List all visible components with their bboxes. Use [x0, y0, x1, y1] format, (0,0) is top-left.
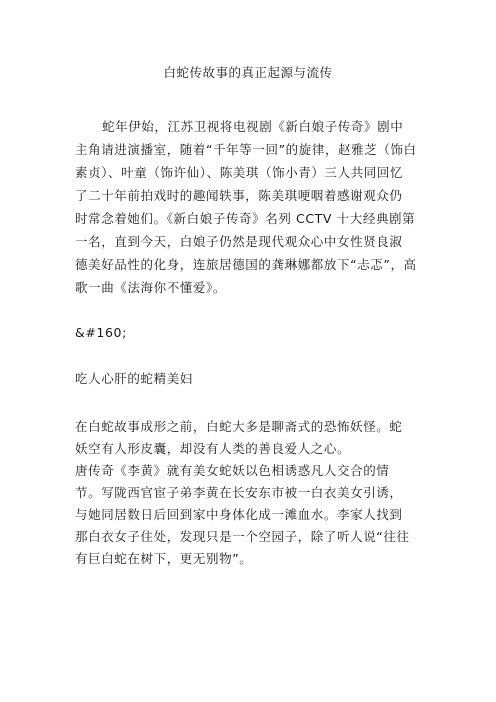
document-title: 白蛇传故事的真正起源与流传 — [163, 65, 333, 80]
paragraph-1-line: 一名，直到今天，白娘子仍然是现代观众心中女性贤良淑 — [75, 234, 403, 249]
paragraph-2-line: 节。写陇西官宦子弟李黄在长安东市被一白衣美女引诱， — [75, 485, 403, 500]
paragraph-1-line: 蛇年伊始，江苏卫视将电视剧《新白娘子传奇》剧中 — [102, 119, 404, 134]
paragraph-2-line: 在白蛇故事成形之前，白蛇大多是聊斋式的恐怖妖怪。蛇 — [75, 419, 403, 434]
paragraph-2-line: 那白衣女子住处，发现只是一个空园子，除了听人说“往往 — [75, 529, 410, 544]
paragraph-1-line: 主角请进演播室，随着“千年等一回”的旋律，赵雅芝（饰白 — [75, 142, 417, 157]
html-entity-text: &#160; — [75, 325, 127, 340]
paragraph-2-line: 唐传奇《李黄》就有美女蛇妖以色相诱惑凡人交合的情 — [75, 463, 390, 478]
paragraph-2-line: 与她同居数日后回到家中身体化成一滩血水。李家人找到 — [75, 507, 403, 522]
paragraph-1-line: 素贞）、叶童（饰许仙）、陈美琪（饰小青）三人共同回忆 — [75, 165, 404, 180]
paragraph-1-line: 歌一曲《法海你不懂爱》。 — [75, 280, 226, 295]
paragraph-2-line: 有巨白蛇在树下，更无别物”。 — [75, 551, 253, 566]
paragraph-2-line: 妖空有人形皮囊，却没有人类的善良爱人之心。 — [75, 441, 351, 456]
paragraph-1-line: 了二十年前拍戏时的趣闻轶事，陈美琪哽咽着感谢观众仍 — [75, 188, 403, 203]
section-heading: 吃人心肝的蛇精美妇 — [75, 371, 193, 386]
paragraph-1-line: 德美好品性的化身，连旅居德国的龚琳娜都放下“忐忑”，高 — [75, 257, 417, 272]
paragraph-1-line: 时常念着她们。《新白娘子传奇》名列 CCTV 十大经典剧第 — [75, 211, 416, 226]
